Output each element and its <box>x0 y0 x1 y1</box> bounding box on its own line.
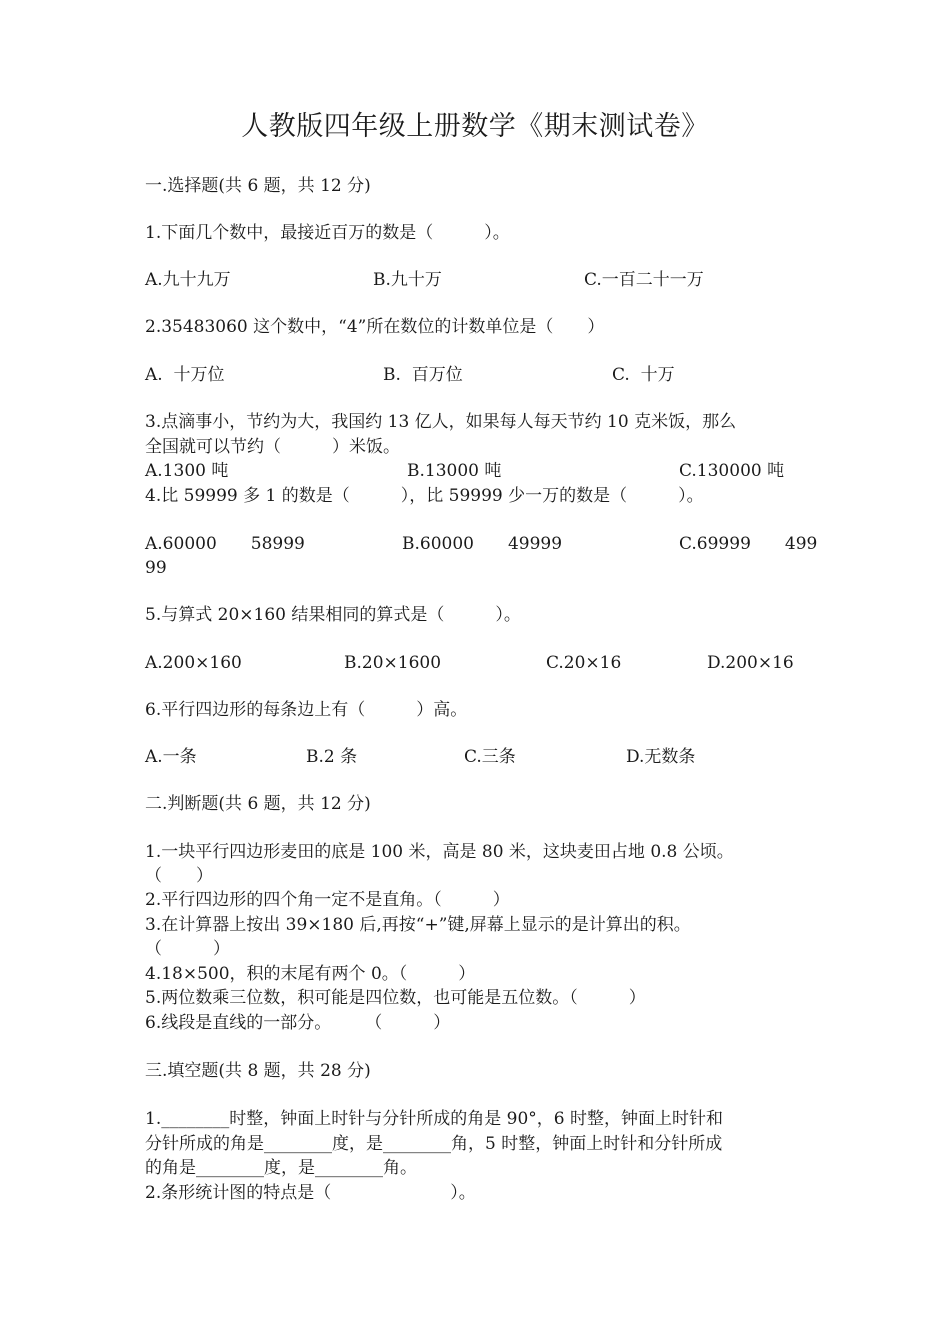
judgement-answer-blank: （ ） <box>145 939 230 959</box>
fill-in-question: 2.条形统计图的特点是（ ）。 <box>145 1183 476 1203</box>
option-a: A.60000 58999 <box>145 534 305 554</box>
option-c-continued: 99 <box>145 558 167 578</box>
option-b: B.九十万 <box>373 270 442 290</box>
question-stem: 4.比 59999 多 1 的数是（ ），比 59999 少一万的数是（ ）。 <box>145 486 704 506</box>
page-title: 人教版四年级上册数学《期末测试卷》 <box>241 111 709 142</box>
option-c: C.69999 499 <box>679 534 818 554</box>
question-stem: 5.与算式 20×160 结果相同的算式是（ ）。 <box>145 605 521 625</box>
option-b: B.13000 吨 <box>407 461 502 481</box>
question-stem: 3.点滴事小，节约为大，我国约 13 亿人，如果每人每天节约 10 克米饭，那么 <box>145 412 737 432</box>
fill-in-question: 1.________时整，钟面上时针与分针所成的角是 90°，6 时整，钟面上时针和 <box>145 1109 723 1129</box>
option-a: A.1300 吨 <box>145 461 229 481</box>
option-b: B.20×1600 <box>344 653 442 673</box>
question-stem-continued: 全国就可以节约（ ）米饭。 <box>145 437 400 457</box>
fill-in-question-continued: 的角是________度，是________角。 <box>145 1158 417 1178</box>
section-heading-judgement: 二.判断题(共 6 题，共 12 分) <box>145 794 371 814</box>
option-a: A.九十九万 <box>145 270 231 290</box>
option-c: C.一百二十一万 <box>584 270 704 290</box>
judgement-question: 5.两位数乘三位数，积可能是四位数，也可能是五位数。（ ） <box>145 988 646 1008</box>
judgement-answer-blank: （ ） <box>145 866 213 886</box>
question-stem: 6.平行四边形的每条边上有（ ）高。 <box>145 700 468 720</box>
option-c: C.20×16 <box>546 653 622 673</box>
option-b: B.60000 49999 <box>402 534 563 554</box>
section-heading-choice: 一.选择题(共 6 题，共 12 分) <box>145 176 371 196</box>
option-c: C. 十万 <box>612 365 675 385</box>
judgement-question: 2.平行四边形的四个角一定不是直角。（ ） <box>145 890 510 910</box>
option-d: D.无数条 <box>626 747 696 767</box>
fill-in-question-continued: 分针所成的角是________度，是________角，5 时整，钟面上时针和分针所成 <box>145 1134 723 1154</box>
judgement-question: 1.一块平行四边形麦田的底是 100 米，高是 80 米，这块麦田占地 0.8 公顷。 <box>145 842 734 862</box>
option-c: C.130000 吨 <box>679 461 785 481</box>
option-a: A.一条 <box>145 747 197 767</box>
option-a: A. 十万位 <box>145 365 225 385</box>
judgement-question: 4.18×500，积的末尾有两个 0。（ ） <box>145 964 476 984</box>
option-b: B. 百万位 <box>383 365 463 385</box>
question-stem: 2.35483060 这个数中，“4”所在数位的计数单位是（ ） <box>145 317 605 337</box>
judgement-question: 3.在计算器上按出 39×180 后,再按“+”键,屏幕上显示的是计算出的积。 <box>145 915 691 935</box>
option-a: A.200×160 <box>145 653 242 673</box>
option-d: D.200×16 <box>707 653 794 673</box>
option-b: B.2 条 <box>306 747 358 767</box>
judgement-question: 6.线段是直线的一部分。 （ ） <box>145 1013 451 1033</box>
question-stem: 1.下面几个数中，最接近百万的数是（ ）。 <box>145 223 510 243</box>
option-c: C.三条 <box>464 747 516 767</box>
section-heading-fill-in: 三.填空题(共 8 题，共 28 分) <box>145 1061 371 1081</box>
